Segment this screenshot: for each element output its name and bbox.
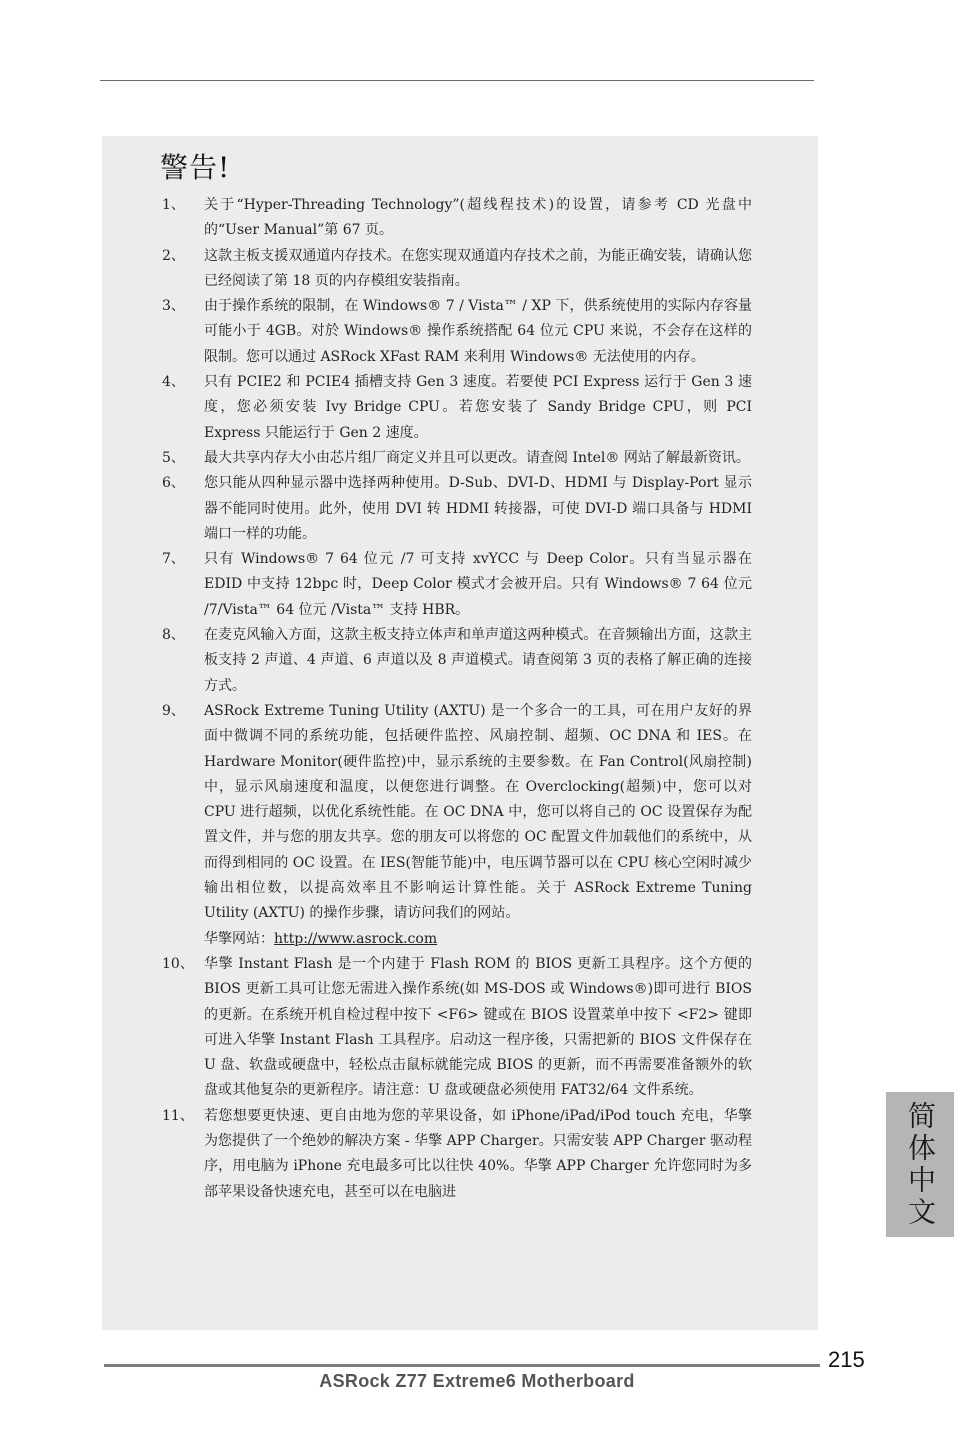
item-number: 6、 [162, 475, 185, 492]
item-text: 只有 PCIE2 和 PCIE4 插槽支持 Gen 3 速度。若要使 PCI Express 运行于 Gen 3 速度，您必须安装 Ivy Bridge CPU。若您安装了 Sandy Bridge CPU，则 PCI Express 只能运行于 Gen 2 速度。 [204, 374, 752, 441]
list-item [162, 952, 752, 1104]
item-text: 只有 Windows® 7 64 位元 /7 可支持 xvYCC 与 Deep Color。只有当显示器在 EDID 中支持 12bpc 时，Deep Color 模式才会被开启。只有 Windows® 7 64 位元 /7/Vista™ 64 位元 /Vista™ 支持 HBR。 [204, 551, 752, 618]
item-text: ASRock Extreme Tuning Utility (AXTU) 是一个多合一的工具，可在用户友好的界面中微调不同的系统功能，包括硬件监控、风扇控制、超频、OC DNA 和 IES。在 Hardware Monitor(硬件监控)中，显示系统的主要参数。在 Fan Control(风扇控制)中，显示风扇速度和温度，以便您进行调整。在 Overclocking(超频)中，您可以对 CPU 进行超频，以优化系统性能。在 OC DNA 中，您可以将自己的 OC 设置保存为配置文件，并与您的朋友共享。您的朋友可以将您的 OC 配置文件加载他们的系统中，从而得到相同的 OC 设置。在 IES(智能节能)中，电压调节器可以在 CPU 核心空闲时减少输出相位数，以提高效率且不影响运计算性能。关于 ASRock Extreme Tuning Utility (AXTU) 的操作步骤，请访问我们的网站。 [204, 702, 752, 922]
item-text: 若您想要更快速、更自由地为您的苹果设备，如 iPhone/iPad/iPod touch 充电，华擎为您提供了一个绝妙的解决方案 - 华擎 APP Charger。只需安装 APP Charger 驱动程序，用电脑为 iPhone 充电最多可比以往快 40%。华擎 APP Charger 允许您同时为多部苹果设备快速充电，甚至可以在电脑进 [204, 1107, 752, 1200]
language-side-tab [886, 1092, 954, 1237]
list-item [162, 547, 752, 623]
list-item [162, 193, 752, 244]
list-item [162, 471, 752, 547]
item-number: 10、 [162, 955, 194, 972]
footer-title: ASRock Z77 Extreme6 Motherboard [319, 1371, 635, 1391]
item-number: 7、 [162, 551, 185, 568]
bottom-rule [104, 1364, 820, 1367]
warning-heading: 警告! [160, 151, 231, 184]
item-text: 您只能从四种显示器中选择两种使用。D-Sub、DVI-D、HDMI 与 Display-Port 显示器不能同时使用。此外，使用 DVI 转 HDMI 转接器，可使 DVI-D 端口具备与 HDMI 端口一样的功能。 [204, 475, 752, 542]
item-number: 3、 [162, 298, 185, 315]
list-item [162, 446, 752, 471]
item-number: 1、 [162, 197, 185, 213]
list-item [162, 294, 752, 370]
list-item [162, 370, 752, 446]
website-line [204, 927, 752, 952]
item-number: 4、 [162, 374, 185, 391]
warning-list [162, 193, 752, 1205]
list-item [162, 1104, 752, 1205]
website-link[interactable]: http://www.asrock.com [274, 930, 438, 947]
item-text: 关于“Hyper-Threading Technology”(超线程技术)的设置，请参考 CD 光盘中的“User Manual”第 67 页。 [204, 197, 752, 239]
item-number: 11、 [162, 1107, 194, 1124]
language-label: 简体中文 [904, 1100, 937, 1229]
item-number: 8、 [162, 627, 185, 644]
list-item [162, 699, 752, 952]
top-rule [100, 80, 814, 81]
list-item [162, 623, 752, 699]
item-text: 最大共享内存大小由芯片组厂商定义并且可以更改。请查阅 Intel® 网站了解最新资讯。 [204, 449, 750, 466]
item-number: 2、 [162, 247, 185, 264]
item-text: 由于操作系统的限制，在 Windows® 7 / Vista™ / XP 下，供系统使用的实际内存容量可能小于 4GB。对於 Windows® 操作系统搭配 64 位元 CPU 来说，不会存在这样的限制。您可以通过 ASRock XFast RAM 来利用 Windows® 无法使用的内存。 [204, 298, 752, 365]
page-number: 215 [828, 1347, 865, 1372]
item-number: 9、 [162, 702, 185, 719]
item-text-block [204, 699, 752, 952]
item-number: 5、 [162, 449, 185, 466]
item-text: 在麦克风输入方面，这款主板支持立体声和单声道这两种模式。在音频输出方面，这款主板支持 2 声道、4 声道、6 声道以及 8 声道模式。请查阅第 3 页的表格了解正确的连接方式。 [204, 627, 752, 694]
item-text: 这款主板支援双通道内存技术。在您实现双通道内存技术之前，为能正确安装，请确认您已经阅读了第 18 页的内存模组安装指南。 [204, 247, 752, 289]
item-text: 华擎 Instant Flash 是一个内建于 Flash ROM 的 BIOS 更新工具程序。这个方便的 BIOS 更新工具可让您无需进入操作系统(如 MS-DOS 或 Windows®)即可进行 BIOS 的更新。在系统开机自检过程中按下 <F6> 键或在 BIOS 设置菜单中按下 <F2> 键即可进入华擎 Instant Flash 工具程序。启动这一程序後，只需把新的 BIOS 文件保存在 U 盘、软盘或硬盘中，轻松点击鼠标就能完成 BIOS 的更新，而不再需要准备额外的软盘或其他复杂的更新程序。请注意：U 盘或硬盘必须使用 FAT32/64 文件系统。 [204, 955, 752, 1099]
list-item [162, 244, 752, 295]
website-label: 华擎网站： [204, 930, 274, 947]
